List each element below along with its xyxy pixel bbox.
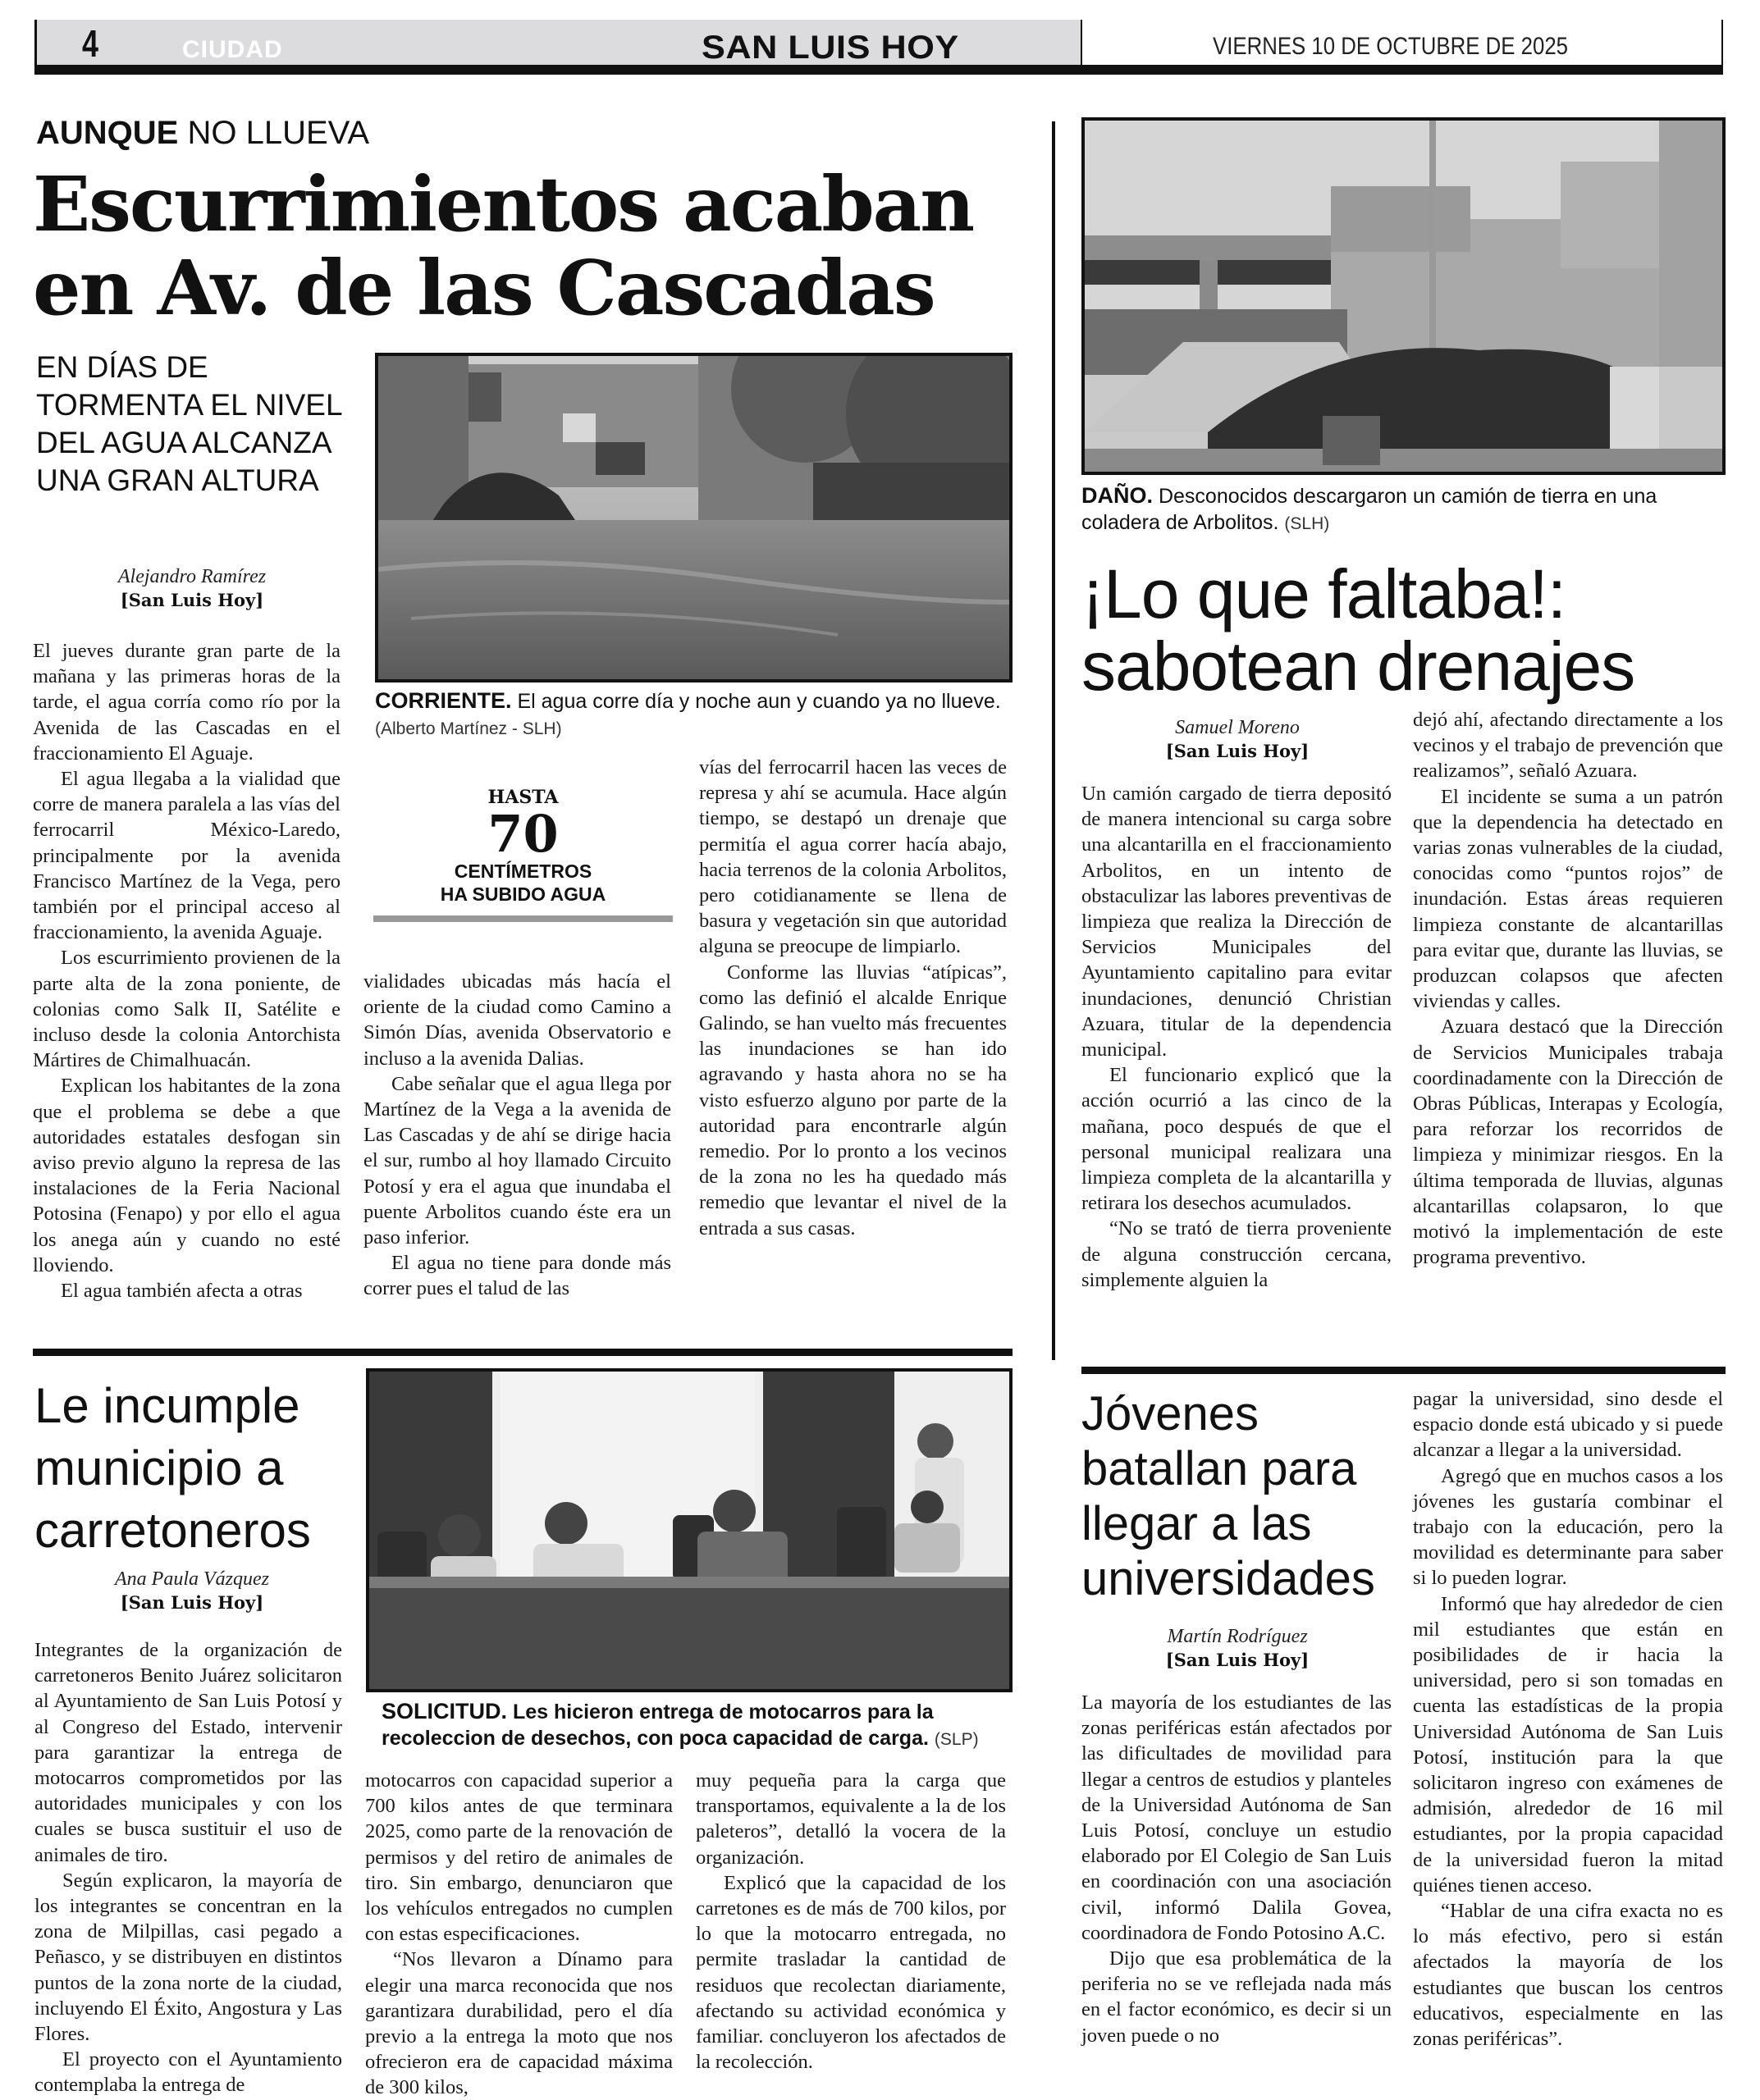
paragraph: Dijo que esa problemática de la periferia no se ve reflejada nada más en el factor económico, es decir si un joven puede o no bbox=[1081, 1947, 1392, 2047]
damage-photo bbox=[1081, 117, 1726, 475]
paragraph: pagar la universidad, sino desde el espacio donde está ubicado y si puede alcanzar a llegar a la universidad. bbox=[1413, 1388, 1723, 1462]
photo-credit: (Alberto Martínez - SLH) bbox=[375, 719, 562, 738]
stat-description: HA SUBIDO AGUA bbox=[440, 883, 606, 905]
jovenes-byline bbox=[1081, 1624, 1393, 1672]
author-name: Alejandro Ramírez bbox=[117, 566, 267, 587]
jovenes-column-1 bbox=[1081, 1690, 1392, 2048]
jovenes-column-2 bbox=[1413, 1386, 1723, 2052]
paragraph: La mayoría de los estudiantes de las zonas periféricas están afectados por las dificultades de movilidad para llegar a centros de estudios y planteles de la Universidad Autónoma de San Luis Potosí, concluye un estudio elaborado por El Colegio de San Luis en coordinación con una asociación civil, informó Dalila Govea, coordinadora de Fondo Potosino A.C. bbox=[1081, 1691, 1392, 1944]
jovenes-headline-line2: batallan para bbox=[1081, 1442, 1357, 1495]
carretoneros-headline-line1: Le incumple bbox=[34, 1378, 300, 1433]
issue-date: VIERNES 10 DE OCTUBRE DE 2025 bbox=[1213, 33, 1569, 60]
paragraph: El agua llegaba a la vialidad que corre de manera paralela a las vías del ferrocarril México-Laredo, principalmente por la avenida Francisco Martínez de la Vega, pero también por el principal acceso al fraccionamiento, la avenida Aguaje. bbox=[33, 768, 341, 944]
paragraph: El agua no tiene para donde más correr pues el talud de las bbox=[363, 1252, 671, 1300]
column-divider bbox=[1052, 121, 1055, 1360]
main-deck: EN DÍAS DE TORMENTA EL NIVEL DEL AGUA ALCANZA UNA GRAN ALTURA bbox=[36, 350, 342, 497]
stat-callout bbox=[373, 786, 673, 906]
page-number: 4 bbox=[82, 22, 98, 65]
carretoneros-byline bbox=[36, 1567, 348, 1614]
paragraph: motocarros con capacidad superior a 700 kilos antes de que terminara 2025, como parte de la renovación de permisos y del retiro de animales de tiro. Sin embargo, denunciaron que los vehículos entregados no cumplen con estas especificaciones. bbox=[365, 1769, 673, 1946]
author-outlet: [San Luis Hoy] bbox=[120, 1592, 264, 1613]
section-label: CIUDAD bbox=[182, 36, 283, 63]
paragraph: vías del ferrocarril hacen las veces de represa y ahí se acumula. Hace algún tiempo, se destapó un drenaje que permitía el agua correr hacía abajo, hacia terrenos de la colonia Arbolitos, pero cotidianamente se llena de basura y vegetación sin que autoridad alguna se preocupe de limpiarlo. bbox=[699, 756, 1007, 958]
paragraph: Agregó que en muchos casos a los jóvenes les gustaría combinar el trabajo con la educación, pero la movilidad es determinante para saber si lo pueden lograr. bbox=[1413, 1464, 1723, 1590]
main-byline bbox=[36, 564, 348, 612]
carretoneros-headline bbox=[34, 1375, 363, 1562]
paragraph: “No se trató de tierra proveniente de alguna construcción cercana, simplemente alguien la bbox=[1081, 1217, 1392, 1291]
damage-photo-image bbox=[1085, 121, 1722, 472]
jovenes-headline-line4: universidades bbox=[1081, 1552, 1375, 1605]
paragraph: Integrantes de la organización de carretoneros Benito Juárez solicitaron al Ayuntamiento de San Luis Potosí y al Congreso del Estado, intervenir para garantizar la entrega de motocarros comprometidos por las autoridades municipales y con los cuales se busca sustituir el uso de animales de tiro. bbox=[34, 1639, 342, 1866]
paragraph: Según explicaron, la mayoría de los integrantes se concentran en la zona de Milpillas, casi pegado a Peñasco, y se distribuyen en distintos puntos de la zona norte de la ciudad, incluyendo El Éxito, Angostura y Las Flores. bbox=[34, 1869, 342, 2046]
carretoneros-headline-line3: carretoneros bbox=[34, 1503, 311, 1558]
stat-value: 70 bbox=[487, 804, 559, 864]
paragraph: El agua también afecta a otras bbox=[61, 1280, 303, 1303]
photo-credit: (SLH) bbox=[1284, 514, 1330, 533]
drenajes-column-1 bbox=[1081, 781, 1392, 1293]
paragraph: Un camión cargado de tierra depositó de manera intencional su carga sobre una alcantarilla en el fraccionamiento Arbolitos, en un intento de obstaculizar las labores preventivas de limpieza que realiza la Dirección de Servicios Municipales del Ayuntamiento capitalino para evitar inundaciones, denunció Christian Azuara, titular de la dependencia municipal. bbox=[1081, 783, 1392, 1061]
stat-unit: CENTÍMETROS bbox=[454, 861, 592, 882]
damage-photo-caption bbox=[1081, 482, 1730, 537]
main-headline bbox=[33, 162, 1042, 330]
caption-label: CORRIENTE. bbox=[375, 688, 512, 713]
caption-label: SOLICITUD. bbox=[382, 1699, 507, 1723]
meeting-photo bbox=[366, 1368, 1013, 1692]
paragraph: “Nos llevaron a Dínamo para elegir una marca reconocida que nos garantizara durabilidad, pero el día previo a la entrega la moto que nos ofrecieron era de capacidad máxima de 300 kilos, bbox=[365, 1948, 673, 2099]
flood-photo bbox=[375, 353, 1013, 682]
stat-rule bbox=[373, 915, 673, 922]
author-outlet: [San Luis Hoy] bbox=[120, 590, 264, 610]
kicker-rest: NO LLUEVA bbox=[187, 115, 370, 151]
paragraph: Cabe señalar que el agua llega por Martínez de la Vega a la avenida de Las Cascadas y de ahí se dirige hacia el sur, rumbo al hoy llamado Circuito Potosí y era el agua que inundaba el puente Arbolitos cuando éste era un paso inferior. bbox=[363, 1072, 671, 1249]
paragraph: Explicó que la capacidad de los carretones es de más de 700 kilos, por lo que la motocarro entregada, no permite trasladar la cantidad de residuos que recolectan diariamente, afectando su actividad económica y familiar. concluyeron los afectados de la recolección. bbox=[696, 1871, 1006, 2074]
paragraph: dejó ahí, afectando directamente a los vecinos y el trabajo de prevención que realizamos”, señaló Azuara. bbox=[1413, 709, 1723, 783]
kicker-bold: AUNQUE bbox=[36, 115, 179, 151]
section-rule bbox=[1081, 1367, 1726, 1374]
author-name: Samuel Moreno bbox=[1175, 717, 1300, 738]
carretoneros-column-1 bbox=[34, 1637, 342, 2098]
author-outlet: [San Luis Hoy] bbox=[1165, 741, 1310, 761]
carretoneros-column-3 bbox=[696, 1768, 1006, 2075]
paragraph: Explican los habitantes de la zona que el problema se debe a que autoridades estatales desfogan sin aviso previo alguno la represa de las instalaciones de la Feria Nacional Potosina (Fenapo) y por ello el agua los anega aún y cuando no esté lloviendo. bbox=[33, 1075, 341, 1276]
author-outlet: [San Luis Hoy] bbox=[1165, 1650, 1310, 1670]
meeting-photo-image bbox=[369, 1372, 1009, 1689]
drenajes-headline-line2: sabotean drenajes bbox=[1081, 628, 1635, 705]
paragraph: Informó que hay alrededor de cien mil estudiantes que están en posibilidades de ir hacia la universidad, pero si son tomadas en cuenta las estadísticas de la propia Universidad Autónoma de San Luis Potosí, institución para la que solicitaron ingreso con exámenes de admisión, alrededor de 16 mil estudiantes, por la propia capacidad de la universidad fueron la mitad quiénes tienen acceso. bbox=[1413, 1592, 1723, 1897]
author-name: Ana Paula Vázquez bbox=[115, 1568, 269, 1590]
section-rule bbox=[33, 1349, 1013, 1356]
photo-credit: (SLP) bbox=[934, 1730, 979, 1749]
caption-text: El agua corre día y noche aun y cuando ya no llueve. bbox=[517, 690, 1001, 713]
author-name: Martín Rodríguez bbox=[1167, 1626, 1308, 1647]
main-headline-line1: Escurrimientos acaban bbox=[33, 160, 974, 249]
paragraph: El proyecto con el Ayuntamiento contemplaba la entrega de bbox=[34, 2048, 342, 2097]
caption-text: Desconocidos descargaron un camión de tierra en una coladera de Arbolitos. bbox=[1081, 485, 1657, 534]
paragraph: El incidente se suma a un patrón que la dependencia ha detectado en varias zonas vulnerables de la ciudad, conocidas como “puntos rojos” de inundación. Estas áreas requieren limpieza constante de alcantarillas para evitar que, durante las lluvias, se produzcan colapsos que afecten viviendas y calles. bbox=[1413, 785, 1723, 1013]
paragraph: El jueves durante gran parte de la mañana y las primeras horas de la tarde, el agua corría como río por la Avenida de las Cascadas en el fraccionamiento El Aguaje. bbox=[33, 640, 341, 765]
drenajes-column-2 bbox=[1413, 707, 1723, 1270]
paragraph: Azuara destacó que la Dirección de Servicios Municipales trabaja coordinadamente con la Dirección de Obras Públicas, Interapas y Ecología, para reforzar los recorridos de limpieza y minimizar riesgos. En la última temporada de lluvias, algunas alcantarillas colapsaron, lo que motivó la implementación de este programa preventivo. bbox=[1413, 1016, 1723, 1269]
carretoneros-column-2 bbox=[365, 1768, 673, 2100]
caption-text: Les hicieron entrega de motocarros para la recoleccion de desechos, con poca capacidad de carga. bbox=[382, 1701, 934, 1750]
drenajes-headline bbox=[1081, 555, 1738, 705]
jovenes-headline-line3: llegar a las bbox=[1081, 1497, 1312, 1550]
jovenes-headline bbox=[1081, 1386, 1410, 1606]
flood-photo-image bbox=[378, 356, 1009, 679]
kicker bbox=[36, 115, 369, 152]
jovenes-headline-line1: Jóvenes bbox=[1081, 1387, 1259, 1440]
carretoneros-headline-line2: municipio a bbox=[34, 1440, 284, 1495]
paragraph: El funcionario explicó que la acción ocurrió a las cinco de la mañana, poco después de que el personal municipal realizara una limpieza completa de la alcantarilla y retirara los desechos acumulados. bbox=[1081, 1064, 1392, 1215]
stat-prefix: HASTA bbox=[487, 787, 559, 808]
meeting-photo-caption bbox=[382, 1698, 1022, 1753]
drenajes-headline-line1: ¡Lo que faltaba!: bbox=[1081, 555, 1566, 632]
masthead: SAN LUIS HOY bbox=[702, 30, 959, 66]
main-column-3 bbox=[699, 755, 1007, 1241]
paragraph: Conforme las lluvias “atípicas”, como las definió el alcalde Enrique Galindo, se han vuelto más frecuentes las inundaciones se han ido agravando y hasta ahora no se ha visto esfuerzo alguno por parte de la autoridad para encontrarle algún remedio. Por lo pronto a los vecinos de la zona no les ha quedado más remedio que levantar el nivel de la entrada a sus casas. bbox=[699, 961, 1007, 1239]
drenajes-byline bbox=[1081, 715, 1393, 763]
paragraph: Los escurrimiento provienen de la parte alta de la zona poniente, de colonias como Salk II, Satélite e incluso desde la colonia Antorchista Mártires de Chimalhuacán. bbox=[33, 947, 341, 1072]
main-column-2 bbox=[363, 969, 671, 1302]
flood-photo-caption bbox=[375, 687, 1013, 742]
main-headline-line2: en Av. de las Cascadas bbox=[33, 244, 935, 332]
main-column-1 bbox=[33, 638, 341, 1303]
paragraph: vialidades ubicadas más hacía el oriente de la ciudad como Camino a Simón Días, avenida Observatorio e incluso a la avenida Dalias. bbox=[363, 970, 671, 1070]
caption-label: DAÑO. bbox=[1081, 483, 1153, 508]
paragraph: muy pequeña para la carga que transportamos, equivalente a la de los paleteros”, detalló la vocera de la organización. bbox=[696, 1769, 1006, 1869]
paragraph: “Hablar de una cifra exacta no es lo más efectivo, pero si están afectados la mayoría de los estudiantes que buscan los centros educativos, especialmente en las zonas periféricas”. bbox=[1413, 1900, 1723, 2051]
